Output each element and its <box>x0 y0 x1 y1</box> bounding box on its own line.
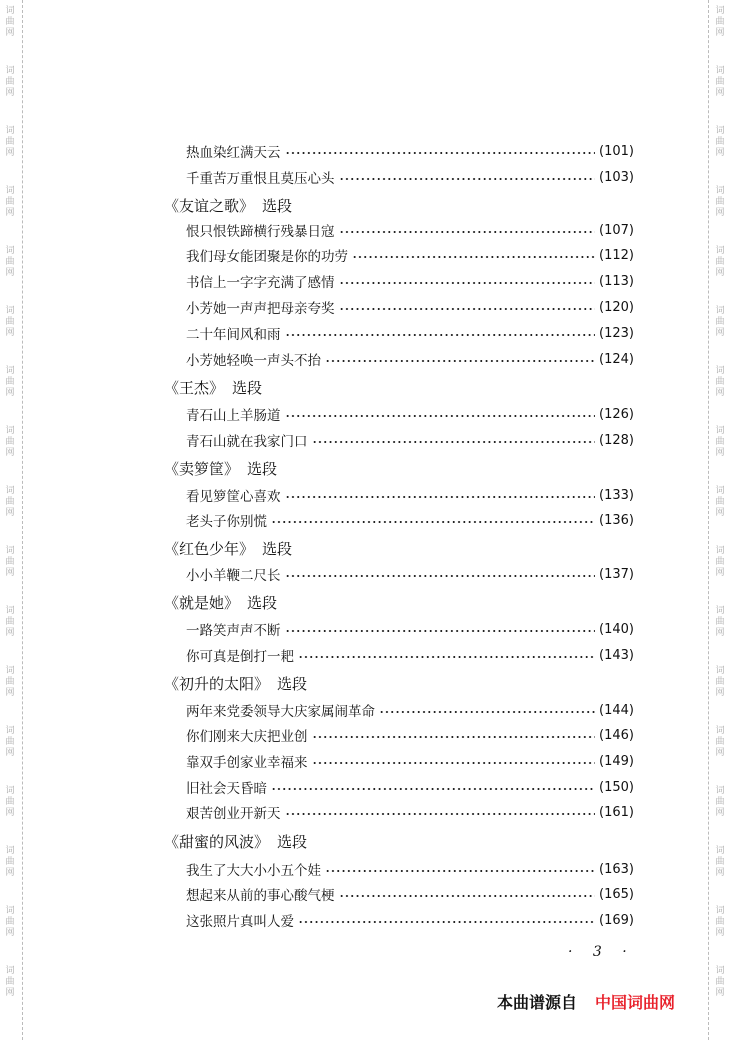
dot-leader <box>285 496 596 498</box>
footer-credit <box>497 990 675 1013</box>
entry-title: 恨只恨铁蹄横行残暴日寇 <box>186 224 335 240</box>
watermark-text: 词 曲 网 <box>715 846 725 878</box>
entry-title: 二十年间风和雨 <box>186 327 281 343</box>
entry-title: 想起来从前的事心酸气梗 <box>186 888 335 904</box>
section-suffix: 选段 <box>247 593 278 612</box>
entry-page: (123) <box>599 325 634 341</box>
toc-section-heading <box>164 830 307 852</box>
section-suffix: 选段 <box>262 196 293 215</box>
entry-title: 书信上一字字充满了感情 <box>186 275 335 291</box>
watermark-text: 词 曲 网 <box>5 486 15 518</box>
entry-page: (136) <box>599 512 634 528</box>
entry-page: (124) <box>599 351 634 367</box>
dot-leader <box>271 521 595 523</box>
entry-title: 千重苦万重恨且莫压心头 <box>186 171 335 187</box>
entry-title: 看见箩筐心喜欢 <box>186 489 281 505</box>
watermark-text: 词 曲 网 <box>715 306 725 338</box>
toc-entry <box>186 564 634 584</box>
toc-entry <box>186 141 634 161</box>
watermark-text: 词 曲 网 <box>715 966 725 998</box>
watermark-text: 词 曲 网 <box>715 546 725 578</box>
section-suffix: 选段 <box>277 674 308 693</box>
entry-title: 靠双手创家业幸福来 <box>186 755 308 771</box>
entry-title: 青石山就在我家门口 <box>186 434 308 450</box>
watermark-text: 词 曲 网 <box>715 666 725 698</box>
toc-section-heading <box>164 537 292 559</box>
toc-entry <box>186 645 634 665</box>
toc-entry <box>186 271 634 291</box>
watermark-text: 词 曲 网 <box>5 726 15 758</box>
toc-entry <box>186 510 634 530</box>
entry-page: (150) <box>599 779 634 795</box>
section-suffix: 选段 <box>262 539 293 558</box>
toc-entry <box>186 297 634 317</box>
dot-leader <box>379 711 595 713</box>
toc-entry <box>186 777 634 797</box>
dot-leader <box>352 256 595 258</box>
dot-leader <box>285 334 596 336</box>
watermark-text: 词 曲 网 <box>5 66 15 98</box>
watermark-text: 词 曲 网 <box>5 126 15 158</box>
entry-page: (113) <box>599 273 634 289</box>
entry-page: (146) <box>599 727 634 743</box>
section-title: 《就是她》 <box>164 593 240 612</box>
entry-page: (112) <box>599 247 634 263</box>
watermark-text: 词 曲 网 <box>5 606 15 638</box>
dot-leader <box>312 441 596 443</box>
watermark-text: 词 曲 网 <box>715 726 725 758</box>
toc-section-heading <box>164 457 277 479</box>
section-title: 《红色少年》 <box>164 539 255 558</box>
toc-entry <box>186 802 634 822</box>
toc-entry <box>186 910 634 930</box>
dot-leader <box>339 282 596 284</box>
toc-section-heading <box>164 376 262 398</box>
dot-leader <box>339 178 596 180</box>
toc-entry <box>186 349 634 369</box>
entry-title: 一路笑声声不断 <box>186 623 281 639</box>
dot-leader <box>285 630 596 632</box>
watermark-text: 词 曲 网 <box>715 366 725 398</box>
watermark-text: 词 曲 网 <box>715 486 725 518</box>
toc-section-heading <box>164 672 307 694</box>
dot-leader <box>285 813 596 815</box>
watermark-text: 词 曲 网 <box>5 306 15 338</box>
watermark-text: 词 曲 网 <box>5 426 15 458</box>
entry-title: 老头子你别慌 <box>186 514 267 530</box>
watermark-text: 词 曲 网 <box>715 126 725 158</box>
page-number: · 3 · <box>568 944 635 960</box>
entry-page: (107) <box>599 222 634 238</box>
entry-title: 你们刚来大庆把业创 <box>186 729 308 745</box>
entry-page: (101) <box>599 143 634 159</box>
toc-entry <box>186 245 634 265</box>
entry-title: 小芳她轻唤一声头不抬 <box>186 353 321 369</box>
dot-leader <box>298 656 595 658</box>
toc-entry <box>186 884 634 904</box>
toc-entry <box>186 404 634 424</box>
section-suffix: 选段 <box>232 378 263 397</box>
dot-leader <box>285 152 596 154</box>
dot-leader <box>312 762 596 764</box>
watermark-text: 词 曲 网 <box>5 546 15 578</box>
dot-leader <box>325 870 595 872</box>
entry-title: 我生了大大小小五个娃 <box>186 863 321 879</box>
entry-page: (165) <box>599 886 634 902</box>
entry-page: (137) <box>599 566 634 582</box>
watermark-text: 词 曲 网 <box>5 246 15 278</box>
toc-section-heading <box>164 591 277 613</box>
dot-leader <box>285 575 596 577</box>
watermark-text: 词 曲 网 <box>715 66 725 98</box>
dot-leader <box>298 921 595 923</box>
toc-entry <box>186 859 634 879</box>
dot-leader <box>312 736 596 738</box>
entry-page: (140) <box>599 621 634 637</box>
section-suffix: 选段 <box>247 459 278 478</box>
watermark-text: 词 曲 网 <box>5 186 15 218</box>
watermark-text: 词 曲 网 <box>715 906 725 938</box>
dot-leader <box>285 415 596 417</box>
toc-entry <box>186 485 634 505</box>
toc-section-heading <box>164 194 292 216</box>
entry-title: 旧社会天昏暗 <box>186 781 267 797</box>
toc-entry <box>186 700 634 720</box>
watermark-text: 词 曲 网 <box>715 6 725 38</box>
entry-page: (126) <box>599 406 634 422</box>
footer-site-name: 中国词曲网 <box>595 993 676 1012</box>
watermark-text: 词 曲 网 <box>5 786 15 818</box>
watermark-text: 词 曲 网 <box>5 966 15 998</box>
entry-page: (128) <box>599 432 634 448</box>
entry-title: 小小羊鞭二尺长 <box>186 568 281 584</box>
toc-entry <box>186 323 634 343</box>
entry-page: (120) <box>599 299 634 315</box>
section-title: 《甜蜜的风波》 <box>164 832 270 851</box>
entry-title: 热血染红满天云 <box>186 145 281 161</box>
toc-entry <box>186 430 634 450</box>
dot-leader <box>271 788 595 790</box>
watermark-text: 词 曲 网 <box>715 246 725 278</box>
toc-entry <box>186 167 634 187</box>
footer-source-label: 本曲谱源自 <box>497 993 578 1012</box>
watermark-text: 词 曲 网 <box>5 846 15 878</box>
watermark-text: 词 曲 网 <box>715 786 725 818</box>
entry-page: (149) <box>599 753 634 769</box>
watermark-text: 词 曲 网 <box>715 426 725 458</box>
section-title: 《初升的太阳》 <box>164 674 270 693</box>
entry-title: 青石山上羊肠道 <box>186 408 281 424</box>
entry-page: (161) <box>599 804 634 820</box>
entry-page: (144) <box>599 702 634 718</box>
entry-page: (169) <box>599 912 634 928</box>
entry-title: 我们母女能团聚是你的功劳 <box>186 249 348 265</box>
toc-entry <box>186 751 634 771</box>
toc-entry <box>186 619 634 639</box>
entry-title: 艰苦创业开新天 <box>186 806 281 822</box>
entry-title: 两年来党委领导大庆家属闹革命 <box>186 704 375 720</box>
watermark-text: 词 曲 网 <box>5 906 15 938</box>
watermark-text: 词 曲 网 <box>5 366 15 398</box>
watermark-text: 词 曲 网 <box>715 606 725 638</box>
dot-leader <box>325 360 595 362</box>
watermark-text: 词 曲 网 <box>5 6 15 38</box>
entry-title: 你可真是倒打一耙 <box>186 649 294 665</box>
dot-leader <box>339 895 596 897</box>
dot-leader <box>339 231 596 233</box>
section-title: 《卖箩筐》 <box>164 459 240 478</box>
section-suffix: 选段 <box>277 832 308 851</box>
entry-title: 这张照片真叫人爱 <box>186 914 294 930</box>
watermark-text: 词 曲 网 <box>715 186 725 218</box>
entry-page: (103) <box>599 169 634 185</box>
dot-leader <box>339 308 596 310</box>
entry-title: 小芳她一声声把母亲夸奖 <box>186 301 335 317</box>
entry-page: (163) <box>599 861 634 877</box>
entry-page: (143) <box>599 647 634 663</box>
toc-entry <box>186 725 634 745</box>
watermark-text: 词 曲 网 <box>5 666 15 698</box>
section-title: 《王杰》 <box>164 378 225 397</box>
section-title: 《友谊之歌》 <box>164 196 255 215</box>
entry-page: (133) <box>599 487 634 503</box>
toc-entry <box>186 220 634 240</box>
